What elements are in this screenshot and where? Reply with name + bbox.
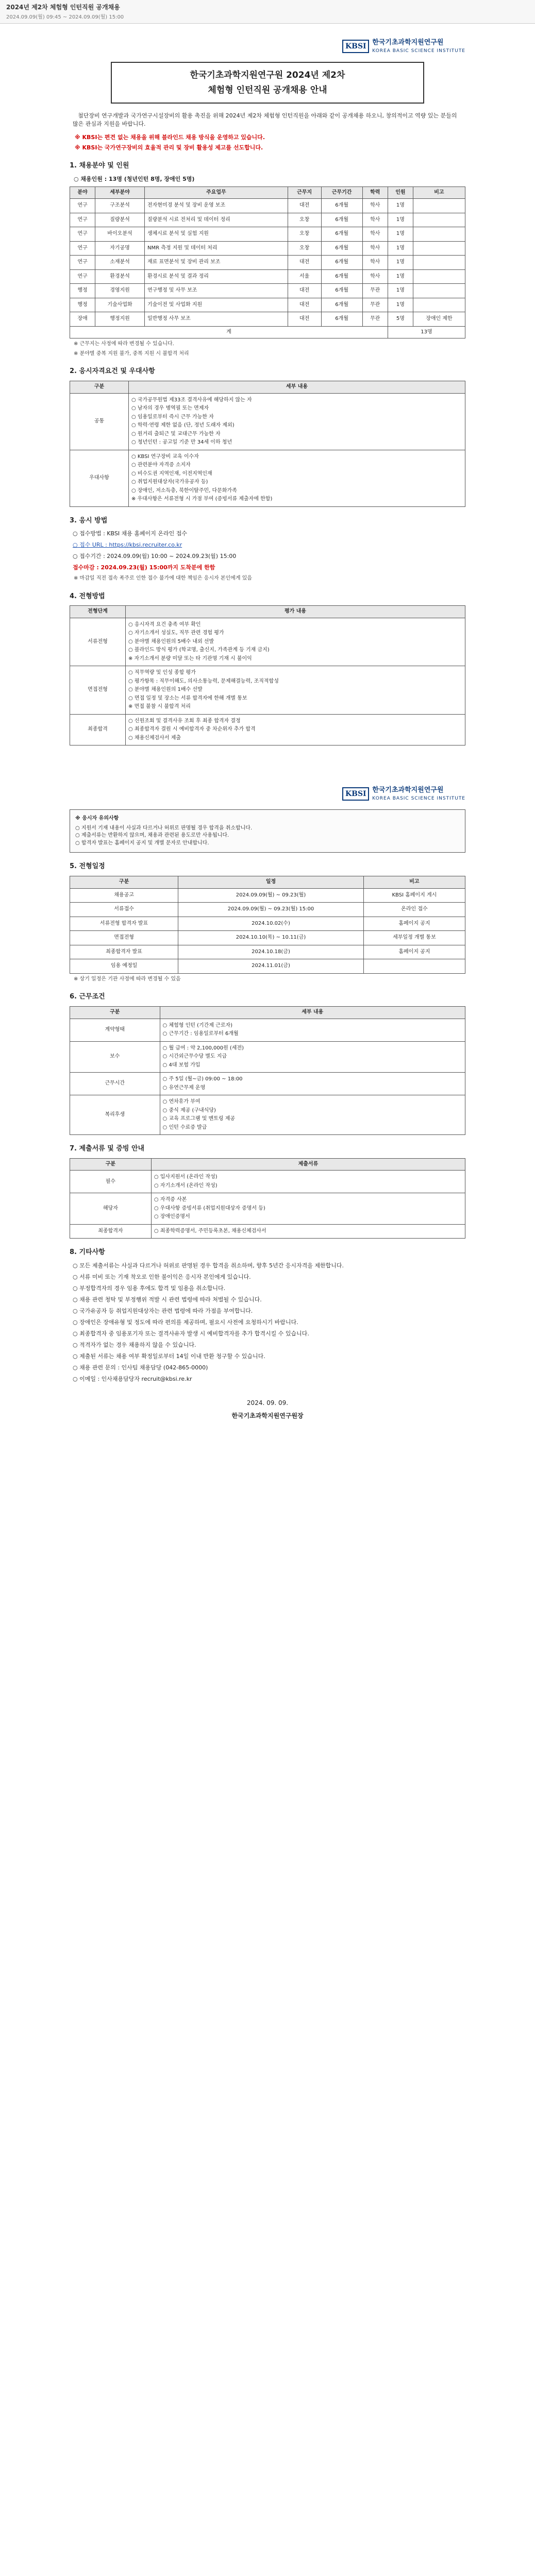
- table-row: [70, 450, 465, 506]
- table-cell: ○ 월 급여 : 약 2,100,000원 (세전) ○ 시간외근무수당 별도 지급 ○ 4대 보험 가입: [160, 1041, 465, 1073]
- applicant-notice-line-2: ○ 제출서류는 반환하지 않으며, 채용과 관련된 용도로만 사용됩니다.: [75, 833, 229, 839]
- schedule-table: [70, 876, 465, 974]
- table-cell: 장애: [70, 312, 95, 327]
- table-cell: 2024.10.02(수): [178, 917, 364, 931]
- table-row: [70, 269, 465, 284]
- table-cell: 경영지원: [95, 284, 145, 298]
- table-cell: 보수: [70, 1041, 160, 1073]
- table-cell: NMR 측정 지원 및 데이터 처리: [144, 241, 288, 256]
- total-row: [70, 326, 465, 338]
- table-row: [70, 1224, 465, 1239]
- table-cell: 1명: [388, 241, 413, 256]
- notice-date: 2024. 09. 09.: [246, 1399, 289, 1406]
- table-cell: ○ 직무역량 및 인성 종합 평가 ○ 평가항목 : 직무이해도, 의사소통능력, 문제해결능력, 조직적합성 ○ 분야별 채용인원의 1배수 선발 ○ 면접 일정 및 장소는 서류 합격자에 한해 개별 통보 ※ 면접 불참 시 불합격 처리: [126, 666, 465, 715]
- table-cell: [413, 199, 465, 213]
- sec4-col-header: 전형단계: [70, 606, 126, 618]
- table-cell: KBSI 홈페이지 게시: [363, 888, 465, 903]
- table-cell: 면접전형: [70, 666, 126, 715]
- table-row: [70, 959, 465, 974]
- total-value: 13명: [388, 326, 465, 338]
- sec6-col-header: 세부 내용: [160, 1007, 465, 1019]
- table-cell: 계약형태: [70, 1019, 160, 1041]
- table-cell: 행정: [70, 284, 95, 298]
- logo-english-name: KOREA BASIC SCIENCE INSTITUTE: [372, 48, 465, 54]
- table-cell: 1명: [388, 269, 413, 284]
- table-cell: 대전: [288, 199, 321, 213]
- sec7-col-header: 구분: [70, 1158, 152, 1171]
- table-cell: 최종합격자 발표: [70, 945, 178, 959]
- section4-heading: 4. 전형방법: [70, 592, 105, 600]
- table-cell: 기술이전 및 사업화 지원: [144, 298, 288, 312]
- table-cell: 필수: [70, 1171, 152, 1193]
- table-row: [70, 903, 465, 917]
- selection-process-table: [70, 605, 465, 745]
- table-cell: 1명: [388, 256, 413, 270]
- table-cell: 학사: [362, 256, 388, 270]
- table-cell: 무관: [362, 284, 388, 298]
- work-conditions-table: [70, 1006, 465, 1135]
- table-cell: [413, 298, 465, 312]
- notice-bullet-1: ※ KBSI는 편견 없는 채용을 위해 블라인드 채용 방식을 운영하고 있습니다.: [75, 134, 265, 141]
- table-row: [70, 298, 465, 312]
- etc-list: [70, 1262, 465, 1383]
- table-row: [70, 284, 465, 298]
- table-cell: 채용공고: [70, 888, 178, 903]
- table-cell: 환경분석: [95, 269, 145, 284]
- kbsi-logo-mark: KBSI: [342, 40, 369, 53]
- table-row: [70, 1095, 465, 1135]
- table-cell: ○ 최종학력증명서, 주민등록초본, 채용신체검사서: [151, 1224, 465, 1239]
- table-row: [70, 714, 465, 745]
- sec1-col-header: 인원: [388, 187, 413, 199]
- section7-heading: 7. 제출서류 및 증빙 안내: [70, 1145, 145, 1153]
- section3-item-4: ※ 마감일 직전 접속 폭주로 인한 접수 불가에 대한 책임은 응시자 본인에게 있음: [74, 575, 252, 582]
- table-cell: 세부일정 개별 통보: [363, 931, 465, 945]
- recruit-fields-table: [70, 187, 465, 339]
- table-cell: 1명: [388, 284, 413, 298]
- notice-org: 한국기초과학지원연구원장: [231, 1412, 304, 1419]
- table-cell: 행정지원: [95, 312, 145, 327]
- section5-note: ※ 상기 일정은 기관 사정에 따라 변경될 수 있음: [74, 976, 181, 982]
- section3-item-3: ○ 접수기간 : 2024.09.09(월) 10:00 ~ 2024.09.23(월) 15:00: [73, 553, 237, 560]
- section5-heading: 5. 전형일정: [70, 862, 105, 871]
- table-cell: ○ 국가공무원법 제33조 결격사유에 해당하지 않는 자 ○ 남자의 경우 병역필 또는 면제자 ○ 임용일로부터 즉시 근무 가능한 자 ○ 학력·연령 제한 없음 (단, 정년 도래자 제외) ○ 원거리 출퇴근 및 교대근무 가능한 자 ○ 청년인턴 : 공고일 기준 만 34세 이하 청년: [128, 393, 465, 450]
- table-cell: 재료 표면분석 및 장비 관리 보조: [144, 256, 288, 270]
- applicant-notice-title: ※ 응시자 유의사항: [75, 816, 119, 822]
- table-cell: 2024.09.09(월) ~ 09.23(월) 15:00: [178, 903, 364, 917]
- window-topbar: [0, 0, 535, 24]
- etc-item: ○ 국가유공자 등 취업지원대상자는 관련 법령에 따라 가점을 부여합니다.: [73, 1308, 253, 1314]
- section1-heading: 1. 채용분야 및 인원: [70, 161, 129, 170]
- table-row: [70, 1019, 465, 1041]
- notice-title-line2: 체험형 인턴직원 공개채용 안내: [208, 84, 327, 95]
- table-row: [70, 931, 465, 945]
- applicant-notice-line-3: ○ 합격자 발표는 홈페이지 공지 및 개별 문자로 안내합니다.: [75, 840, 209, 846]
- table-row: [70, 199, 465, 213]
- sec5-col-header: 구분: [70, 876, 178, 889]
- table-cell: 근무시간: [70, 1073, 160, 1095]
- table-row: [70, 945, 465, 959]
- section3-item-1: ○ 접수방법 : KBSI 채용 홈페이지 온라인 접수: [73, 530, 187, 537]
- table-cell: 서류전형: [70, 618, 126, 666]
- table-cell: 1명: [388, 298, 413, 312]
- table-row: [70, 888, 465, 903]
- table-cell: 행정: [70, 298, 95, 312]
- table-cell: 공통: [70, 393, 129, 450]
- table-cell: 6개월: [321, 213, 362, 227]
- table-cell: 연구: [70, 256, 95, 270]
- table-cell: 오창: [288, 241, 321, 256]
- table-row: [70, 241, 465, 256]
- sec2-col-header: 세부 내용: [128, 381, 465, 394]
- table-cell: 2024.10.18(금): [178, 945, 364, 959]
- table-cell: 6개월: [321, 227, 362, 242]
- table-row: [70, 1171, 465, 1193]
- sec1-col-header: 분야: [70, 187, 95, 199]
- section3-heading: 3. 응시 방법: [70, 516, 108, 524]
- notice-sheet-1: [61, 24, 474, 1426]
- section1-sub: ○ 채용인원 : 13명 (청년인턴 8명, 장애인 5명): [74, 175, 195, 182]
- table-cell: 2024.11.01(금): [178, 959, 364, 974]
- table-cell: 질량분석: [95, 213, 145, 227]
- table-row: [70, 1193, 465, 1225]
- sec1-col-header: 세부분야: [95, 187, 145, 199]
- table-cell: 2024.10.10(목) ~ 10.11(금): [178, 931, 364, 945]
- etc-item: ○ 제출된 서류는 채용 여부 확정일로부터 14일 이내 반환 청구할 수 있습니다.: [73, 1352, 265, 1360]
- sec1-col-header: 근무지: [288, 187, 321, 199]
- etc-item: ○ 모든 제출서류는 사실과 다르거나 허위로 판명된 경우 합격을 취소하며, 향후 5년간 응시자격을 제한합니다.: [73, 1262, 344, 1269]
- etc-item: ○ 채용 관련 청탁 및 부정행위 적발 시 관련 법령에 따라 처벌될 수 있습니다.: [73, 1296, 262, 1303]
- table-row: [70, 618, 465, 666]
- applicant-notice-line-1: ○ 지원서 기재 내용이 사실과 다르거나 허위로 판명될 경우 합격을 취소합니다.: [75, 825, 253, 831]
- table-cell: 면접전형: [70, 931, 178, 945]
- qualification-table: [70, 381, 465, 507]
- table-cell: 6개월: [321, 298, 362, 312]
- sec5-col-header: 비고: [363, 876, 465, 889]
- table-cell: 1명: [388, 227, 413, 242]
- table-cell: [413, 284, 465, 298]
- table-cell: [413, 269, 465, 284]
- table-cell: 일반행정 사무 보조: [144, 312, 288, 327]
- table-cell: ○ 응시자격 요건 충족 여부 확인 ○ 자기소개서 성실도, 직무 관련 경험 평가 ○ 분야별 채용인원의 5배수 내외 선발 ○ 블라인드 방식 평가 (학교명, 출신지, 가족관계 등 기재 금지) ※ 자기소개서 분량 미달 또는 타 기관명 기재 시 불이익: [126, 618, 465, 666]
- table-cell: 홈페이지 공지: [363, 917, 465, 931]
- table-cell: 5명: [388, 312, 413, 327]
- sec5-col-header: 일정: [178, 876, 364, 889]
- sec1-col-header: 근무기간: [321, 187, 362, 199]
- table-cell: 1명: [388, 213, 413, 227]
- table-cell: 대전: [288, 298, 321, 312]
- table-cell: [413, 241, 465, 256]
- section2-heading: 2. 응시자격요건 및 우대사항: [70, 367, 155, 376]
- section3-item-2: [73, 541, 462, 549]
- table-cell: 연구: [70, 199, 95, 213]
- table-row: [70, 917, 465, 931]
- table-cell: 오창: [288, 227, 321, 242]
- table-cell: 환경시료 분석 및 결과 정리: [144, 269, 288, 284]
- table-cell: 연구: [70, 227, 95, 242]
- table-row: [70, 213, 465, 227]
- table-cell: 연구: [70, 269, 95, 284]
- table-cell: ○ KBSI 연구장비 교육 이수자 ○ 관련분야 자격증 소지자 ○ 비수도권 지역인재, 이전지역인재 ○ 취업지원대상자(국가유공자 등) ○ 장애인, 저소득층, 북한이탈주민, 다문화가족 ※ 우대사항은 서류전형 시 가점 부여 (증빙서류 제출자에 한함): [128, 450, 465, 506]
- notice-title-line1: 한국기초과학지원연구원 2024년 제2차: [190, 70, 345, 80]
- etc-item: ○ 적격자가 없는 경우 채용하지 않을 수 있습니다.: [73, 1341, 196, 1348]
- table-cell: 구조분석: [95, 199, 145, 213]
- table-row: [70, 227, 465, 242]
- table-cell: 학사: [362, 199, 388, 213]
- table-cell: ○ 입사지원서 (온라인 작성) ○ 자기소개서 (온라인 작성): [151, 1171, 465, 1193]
- table-cell: 해당자: [70, 1193, 152, 1225]
- table-cell: 연구행정 및 사무 보조: [144, 284, 288, 298]
- etc-item: ○ 최종합격자 중 임용포기자 또는 결격사유자 발생 시 예비합격자를 추가 합격시킬 수 있습니다.: [73, 1330, 309, 1337]
- table-cell: [363, 959, 465, 974]
- table-cell: 바이오분석: [95, 227, 145, 242]
- table-cell: 오창: [288, 213, 321, 227]
- table-row: [70, 666, 465, 715]
- table-cell: 6개월: [321, 256, 362, 270]
- applicant-notice-box: [70, 809, 465, 853]
- section1-note-1: ※ 근무지는 사정에 따라 변경될 수 있습니다.: [74, 341, 174, 347]
- section1-note-2: ※ 분야별 중복 지원 불가, 중복 지원 시 불합격 처리: [74, 350, 189, 357]
- table-cell: 학사: [362, 269, 388, 284]
- notice-bullet-2: ※ KBSI는 국가연구장비의 효율적 관리 및 장비 활용성 제고를 선도합니다.: [75, 144, 263, 151]
- sec4-col-header: 평가 내용: [126, 606, 465, 618]
- sec6-col-header: 구분: [70, 1007, 160, 1019]
- etc-item: ○ 서류 미비 또는 기재 착오로 인한 불이익은 응시자 본인에게 있습니다.: [73, 1274, 251, 1281]
- apply-url-link[interactable]: ○ 접수 URL : https://kbsi.recruiter.co.kr: [73, 541, 182, 549]
- table-cell: 홈페이지 공지: [363, 945, 465, 959]
- section6-heading: 6. 근무조건: [70, 993, 105, 1001]
- table-cell: 1명: [388, 199, 413, 213]
- etc-item: ○ 장애인은 장애유형 및 정도에 따라 편의를 제공하며, 필요시 사전에 요청하시기 바랍니다.: [73, 1318, 298, 1326]
- table-cell: 서류전형 합격자 발표: [70, 917, 178, 931]
- table-row: [70, 1041, 465, 1073]
- section8-heading: 8. 기타사항: [70, 1248, 105, 1257]
- table-cell: [413, 213, 465, 227]
- table-row: [70, 393, 465, 450]
- etc-item: ○ 부정합격자의 경우 임용 후에도 합격 및 임용을 취소합니다.: [73, 1285, 226, 1292]
- document-title: 2024년 제2차 체험형 인턴직원 공개채용: [6, 4, 120, 11]
- table-cell: 장애인 제한: [413, 312, 465, 327]
- table-cell: 온라인 접수: [363, 903, 465, 917]
- table-cell: 우대사항: [70, 450, 129, 506]
- table-cell: [413, 227, 465, 242]
- table-cell: 6개월: [321, 269, 362, 284]
- kbsi-logo-mark-2: KBSI: [342, 787, 369, 801]
- table-cell: 생체시료 분석 및 실험 지원: [144, 227, 288, 242]
- sec1-col-header: 비고: [413, 187, 465, 199]
- table-cell: 6개월: [321, 199, 362, 213]
- document-meta: 2024.09.09(월) 09:45 ~ 2024.09.09(월) 15:00: [6, 14, 124, 21]
- table-cell: 6개월: [321, 241, 362, 256]
- table-cell: 최종합격: [70, 714, 126, 745]
- table-cell: 서울: [288, 269, 321, 284]
- table-cell: 연구: [70, 241, 95, 256]
- table-cell: 6개월: [321, 312, 362, 327]
- table-cell: ○ 자격증 사본 ○ 우대사항 증빙서류 (취업지원대상자 증명서 등) ○ 장애인증명서: [151, 1193, 465, 1225]
- logo-korean-name-2: 한국기초과학지원연구원: [372, 786, 444, 794]
- table-cell: 학사: [362, 213, 388, 227]
- sec7-col-header: 제출서류: [151, 1158, 465, 1171]
- table-cell: 전자현미경 분석 및 장비 운영 보조: [144, 199, 288, 213]
- notice-title-box: [111, 62, 424, 104]
- table-cell: 학사: [362, 227, 388, 242]
- table-row: [70, 1073, 465, 1095]
- table-row: [70, 312, 465, 327]
- table-cell: 자기공명: [95, 241, 145, 256]
- logo-korean-name: 한국기초과학지원연구원: [372, 39, 444, 46]
- table-cell: 무관: [362, 298, 388, 312]
- table-cell: [413, 256, 465, 270]
- table-cell: 연구: [70, 213, 95, 227]
- sec1-col-header: 학력: [362, 187, 388, 199]
- table-row: [70, 256, 465, 270]
- sec2-col-header: 구분: [70, 381, 129, 394]
- table-cell: 대전: [288, 312, 321, 327]
- logo-page2: [70, 786, 465, 802]
- table-cell: 소재분석: [95, 256, 145, 270]
- table-cell: ○ 주 5일 (월~금) 09:00 ~ 18:00 ○ 유연근무제 운영: [160, 1073, 465, 1095]
- table-cell: 임용 예정일: [70, 959, 178, 974]
- table-cell: 학사: [362, 241, 388, 256]
- section3-deadline: 접수마감 : 2024.09.23(월) 15:00까지 도착분에 한함: [73, 564, 215, 571]
- etc-item: ○ 채용 관련 문의 : 인사팀 채용담당 (042-865-0000): [73, 1364, 208, 1371]
- table-cell: ○ 연차휴가 부여 ○ 중식 제공 (구내식당) ○ 교육 프로그램 및 멘토링 제공 ○ 인턴 수료증 발급: [160, 1095, 465, 1135]
- table-cell: 서류접수: [70, 903, 178, 917]
- total-label: 계: [70, 326, 388, 338]
- logo: [70, 38, 465, 55]
- sec1-col-header: 주요업무: [144, 187, 288, 199]
- table-cell: 6개월: [321, 284, 362, 298]
- table-cell: 대전: [288, 256, 321, 270]
- table-cell: 질량분석 시료 전처리 및 데이터 정리: [144, 213, 288, 227]
- table-cell: ○ 체험형 인턴 (기간제 근로자) ○ 근무기간 : 임용일로부터 6개월: [160, 1019, 465, 1041]
- table-cell: 복리후생: [70, 1095, 160, 1135]
- documents-table: [70, 1158, 465, 1239]
- table-cell: 대전: [288, 284, 321, 298]
- notice-intro: 첨단장비 연구개발과 국가연구시설장비의 활용 촉진을 위해 2024년 제2차 체험형 인턴직원을 아래와 같이 공개채용 하오니, 창의적이고 역량 있는 분들의 많은 관심과 지원을 바랍니다.: [73, 112, 457, 128]
- table-cell: 기술사업화: [95, 298, 145, 312]
- table-cell: 2024.09.09(월) ~ 09.23(월): [178, 888, 364, 903]
- table-cell: 무관: [362, 312, 388, 327]
- table-cell: ○ 신원조회 및 결격사유 조회 후 최종 합격자 결정 ○ 최종합격자 결원 시 예비합격자 중 차순위자 추가 합격 ○ 채용신체검사서 제출: [126, 714, 465, 745]
- logo-english-name-2: KOREA BASIC SCIENCE INSTITUTE: [372, 796, 465, 802]
- etc-item: ○ 이메일 : 인사채용담당자 recruit@kbsi.re.kr: [73, 1375, 192, 1382]
- table-cell: 최종합격자: [70, 1224, 152, 1239]
